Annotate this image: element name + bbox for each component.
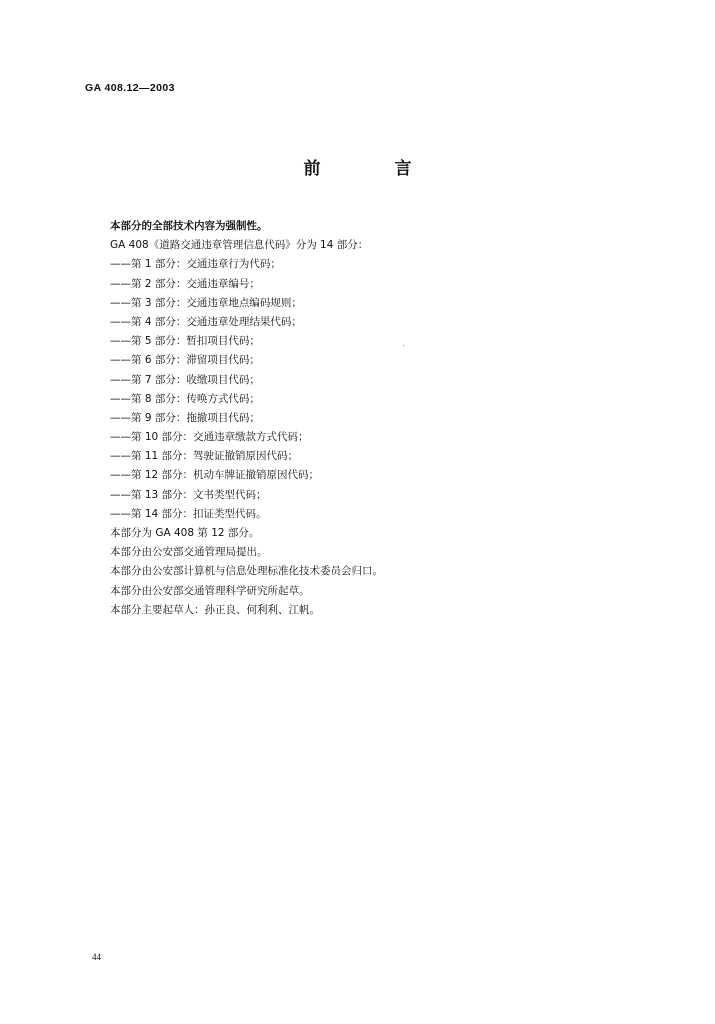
parts-list-item: ——第 14 部分：扣证类型代码。: [110, 507, 267, 520]
parts-list-item: ——第 6 部分：滞留项目代码；: [110, 354, 260, 367]
parts-list-item: ——第 5 部分：暂扣项目代码；: [110, 335, 260, 348]
foreword-body: [110, 217, 630, 620]
parts-list-item: ——第 12 部分：机动车牌证撤销原因代码；: [110, 469, 320, 482]
scan-speck: [403, 345, 404, 346]
closing-statement: 本部分由公安部交通管理局提出。: [110, 546, 268, 559]
parts-list-item: ——第 10 部分：交通违章缴款方式代码；: [110, 431, 309, 444]
standard-code: GA 408.12—2003: [85, 82, 175, 94]
parts-list-item: ——第 4 部分：交通违章处理结果代码；: [110, 315, 302, 328]
parts-intro: GA 408《道路交通违章管理信息代码》分为 14 部分：: [110, 239, 369, 252]
page-number: 44: [92, 952, 101, 962]
parts-list-item: ——第 9 部分：拖撤项目代码；: [110, 411, 260, 424]
parts-list-item: ——第 2 部分：交通违章编号；: [110, 277, 260, 290]
parts-list-item: ——第 7 部分：收缴项目代码；: [110, 373, 260, 386]
parts-list-item: ——第 3 部分：交通违章地点编码规则；: [110, 296, 302, 309]
closing-statement: 本部分由公安部计算机与信息处理标准化技术委员会归口。: [110, 565, 383, 578]
mandatory-statement: 本部分的全部技术内容为强制性。: [110, 220, 268, 232]
closing-statement: 本部分主要起草人：孙正良、何利利、江帆。: [110, 603, 320, 616]
closing-statements: [110, 524, 630, 620]
closing-statement: 本部分为 GA 408 第 12 部分。: [110, 527, 260, 539]
parts-list-item: ——第 11 部分：驾驶证撤销原因代码；: [110, 450, 299, 463]
closing-statement: 本部分由公安部交通管理科学研究所起草。: [110, 584, 310, 597]
page-title: 前 言: [303, 159, 446, 179]
parts-list-item: ——第 1 部分：交通违章行为代码；: [110, 258, 281, 271]
parts-list-item: ——第 13 部分：文书类型代码；: [110, 488, 267, 501]
parts-list: [110, 255, 630, 524]
parts-list-item: ——第 8 部分：传唤方式代码；: [110, 392, 260, 405]
